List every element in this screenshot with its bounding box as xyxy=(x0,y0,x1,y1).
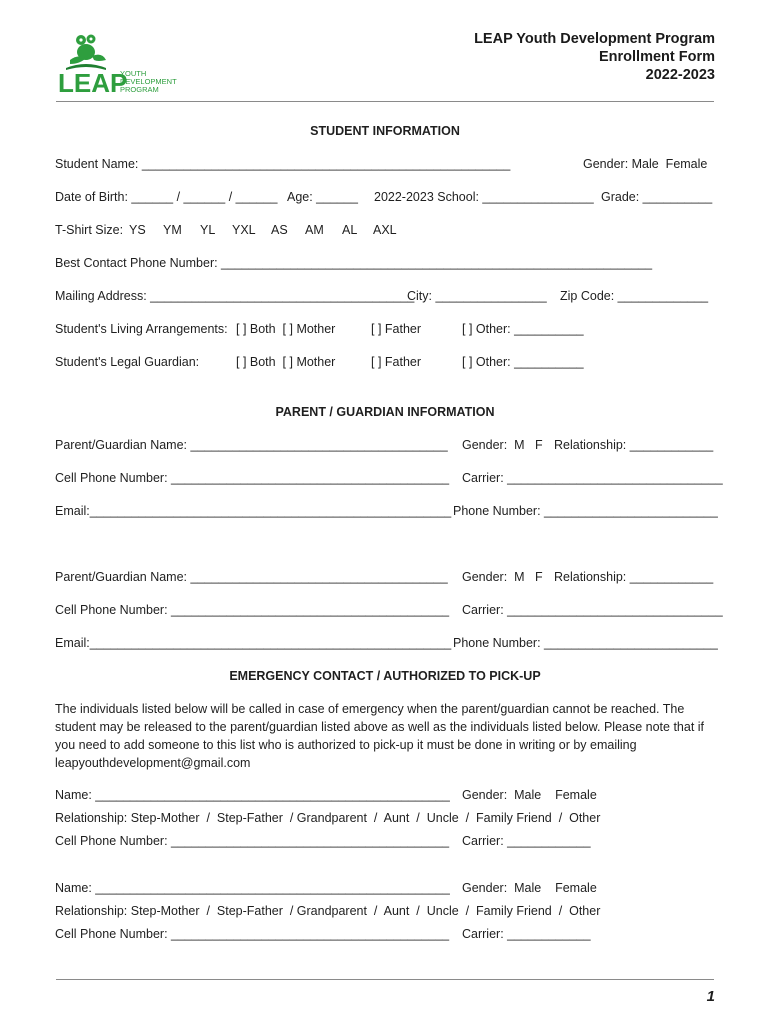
emergency1-gender-field[interactable]: Gender: Male Female xyxy=(462,788,597,802)
emergency2-relationship-field[interactable]: Relationship: Step-Mother / Step-Father / Grandparent / Aunt / Uncle / Family Friend / Other xyxy=(55,904,601,918)
tshirt-label: T-Shirt Size: xyxy=(55,223,124,237)
student-section-heading: STUDENT INFORMATION xyxy=(310,124,460,138)
emergency1-name-field[interactable]: Name: ___________________________________________________ xyxy=(55,788,450,802)
logo-sub-2: DEVELOPMENT xyxy=(120,77,177,86)
guardian-other-checkbox[interactable]: [ ] Other: __________ xyxy=(462,355,584,369)
living-both-mother-checkbox[interactable]: [ ] Both [ ] Mother xyxy=(236,322,336,336)
student-name-field[interactable]: Student Name: _____________________________________________________ xyxy=(55,157,511,171)
best-phone-field[interactable]: Best Contact Phone Number: ______________________________________________________________ xyxy=(55,256,653,270)
parent2-name-field[interactable]: Parent/Guardian Name: _____________________________________ xyxy=(55,570,448,584)
grade-field[interactable]: Grade: __________ xyxy=(601,190,713,204)
frog-mascot-icon xyxy=(66,35,106,71)
leap-logo xyxy=(56,30,186,96)
emergency2-gender-field[interactable]: Gender: Male Female xyxy=(462,881,597,895)
parent2-relationship-field[interactable]: Relationship: ____________ xyxy=(554,570,714,584)
parent-carrier-field[interactable]: Carrier: _______________________________ xyxy=(462,471,723,485)
emergency1-carrier-field[interactable]: Carrier: ____________ xyxy=(462,834,591,848)
parent2-email-field[interactable]: Email:____________________________________________________ xyxy=(55,636,452,650)
parent-email-field[interactable]: Email:____________________________________________________ xyxy=(55,504,452,518)
living-arrangements-label: Student's Living Arrangements: xyxy=(55,322,228,336)
parent-phone-field[interactable]: Phone Number: _________________________ xyxy=(453,504,718,518)
form-title xyxy=(474,30,715,84)
mailing-address-field[interactable]: Mailing Address: ______________________________________ xyxy=(55,289,415,303)
emergency1-cell-field[interactable]: Cell Phone Number: ________________________________________ xyxy=(55,834,450,848)
city-field[interactable]: City: ________________ xyxy=(407,289,547,303)
tshirt-option[interactable]: YL xyxy=(200,223,216,237)
parent2-carrier-field[interactable]: Carrier: _______________________________ xyxy=(462,603,723,617)
dob-field[interactable]: Date of Birth: ______ / ______ / ______ xyxy=(55,190,278,204)
parent2-gender-field[interactable]: Gender: M F xyxy=(462,570,543,584)
parent-cell-field[interactable]: Cell Phone Number: ________________________________________ xyxy=(55,471,450,485)
title-line-2: Enrollment Form xyxy=(598,49,715,65)
parent2-phone-field[interactable]: Phone Number: _________________________ xyxy=(453,636,718,650)
parent-relationship-field[interactable]: Relationship: ____________ xyxy=(554,438,714,452)
page-number: 1 xyxy=(706,988,715,1005)
student-gender-field[interactable]: Gender: Male Female xyxy=(583,157,708,171)
parent-gender-field[interactable]: Gender: M F xyxy=(462,438,543,452)
parent-section-heading: PARENT / GUARDIAN INFORMATION xyxy=(275,405,495,419)
age-field[interactable]: Age: ______ xyxy=(287,190,358,204)
legal-guardian-label: Student's Legal Guardian: xyxy=(55,355,200,369)
tshirt-option[interactable]: AXL xyxy=(373,223,397,237)
emergency-instructions: The individuals listed below will be called in case of emergency when the parent/guardian cannot be reached. The student may be released to the parent/guardian listed above as well as the individuals listed below. Please note that if you need to add someone to this list who is authorized to pick-up it must be done in writing or by emailing leapyouthdevelopment@gmail.com xyxy=(55,702,705,770)
tshirt-option[interactable]: YS xyxy=(129,223,146,237)
logo-sub-1: YOUTH xyxy=(120,69,147,78)
living-father-checkbox[interactable]: [ ] Father xyxy=(371,322,422,336)
footer-divider xyxy=(56,979,714,980)
emergency1-relationship-field[interactable]: Relationship: Step-Mother / Step-Father / Grandparent / Aunt / Uncle / Family Friend / Other xyxy=(55,811,601,825)
tshirt-option[interactable]: AL xyxy=(342,223,358,237)
living-other-checkbox[interactable]: [ ] Other: __________ xyxy=(462,322,584,336)
emergency2-cell-field[interactable]: Cell Phone Number: ________________________________________ xyxy=(55,927,450,941)
guardian-father-checkbox[interactable]: [ ] Father xyxy=(371,355,422,369)
tshirt-option[interactable]: YM xyxy=(163,223,182,237)
emergency-section-heading: EMERGENCY CONTACT / AUTHORIZED TO PICK-UP xyxy=(229,669,541,683)
tshirt-option[interactable]: YXL xyxy=(232,223,256,237)
parent2-cell-field[interactable]: Cell Phone Number: ________________________________________ xyxy=(55,603,450,617)
parent-name-field[interactable]: Parent/Guardian Name: _____________________________________ xyxy=(55,438,448,452)
title-line-1: LEAP Youth Development Program xyxy=(474,31,715,47)
tshirt-option[interactable]: AS xyxy=(271,223,288,237)
zip-field[interactable]: Zip Code: _____________ xyxy=(560,289,709,303)
logo-word: LEAP xyxy=(58,68,128,96)
emergency2-carrier-field[interactable]: Carrier: ____________ xyxy=(462,927,591,941)
school-field[interactable]: 2022-2023 School: ________________ xyxy=(374,190,594,204)
title-line-3: 2022-2023 xyxy=(645,67,715,83)
header-divider xyxy=(56,101,714,102)
emergency2-name-field[interactable]: Name: ___________________________________________________ xyxy=(55,881,450,895)
tshirt-option[interactable]: AM xyxy=(305,223,324,237)
logo-sub-3: PROGRAM xyxy=(120,85,159,94)
guardian-both-mother-checkbox[interactable]: [ ] Both [ ] Mother xyxy=(236,355,336,369)
